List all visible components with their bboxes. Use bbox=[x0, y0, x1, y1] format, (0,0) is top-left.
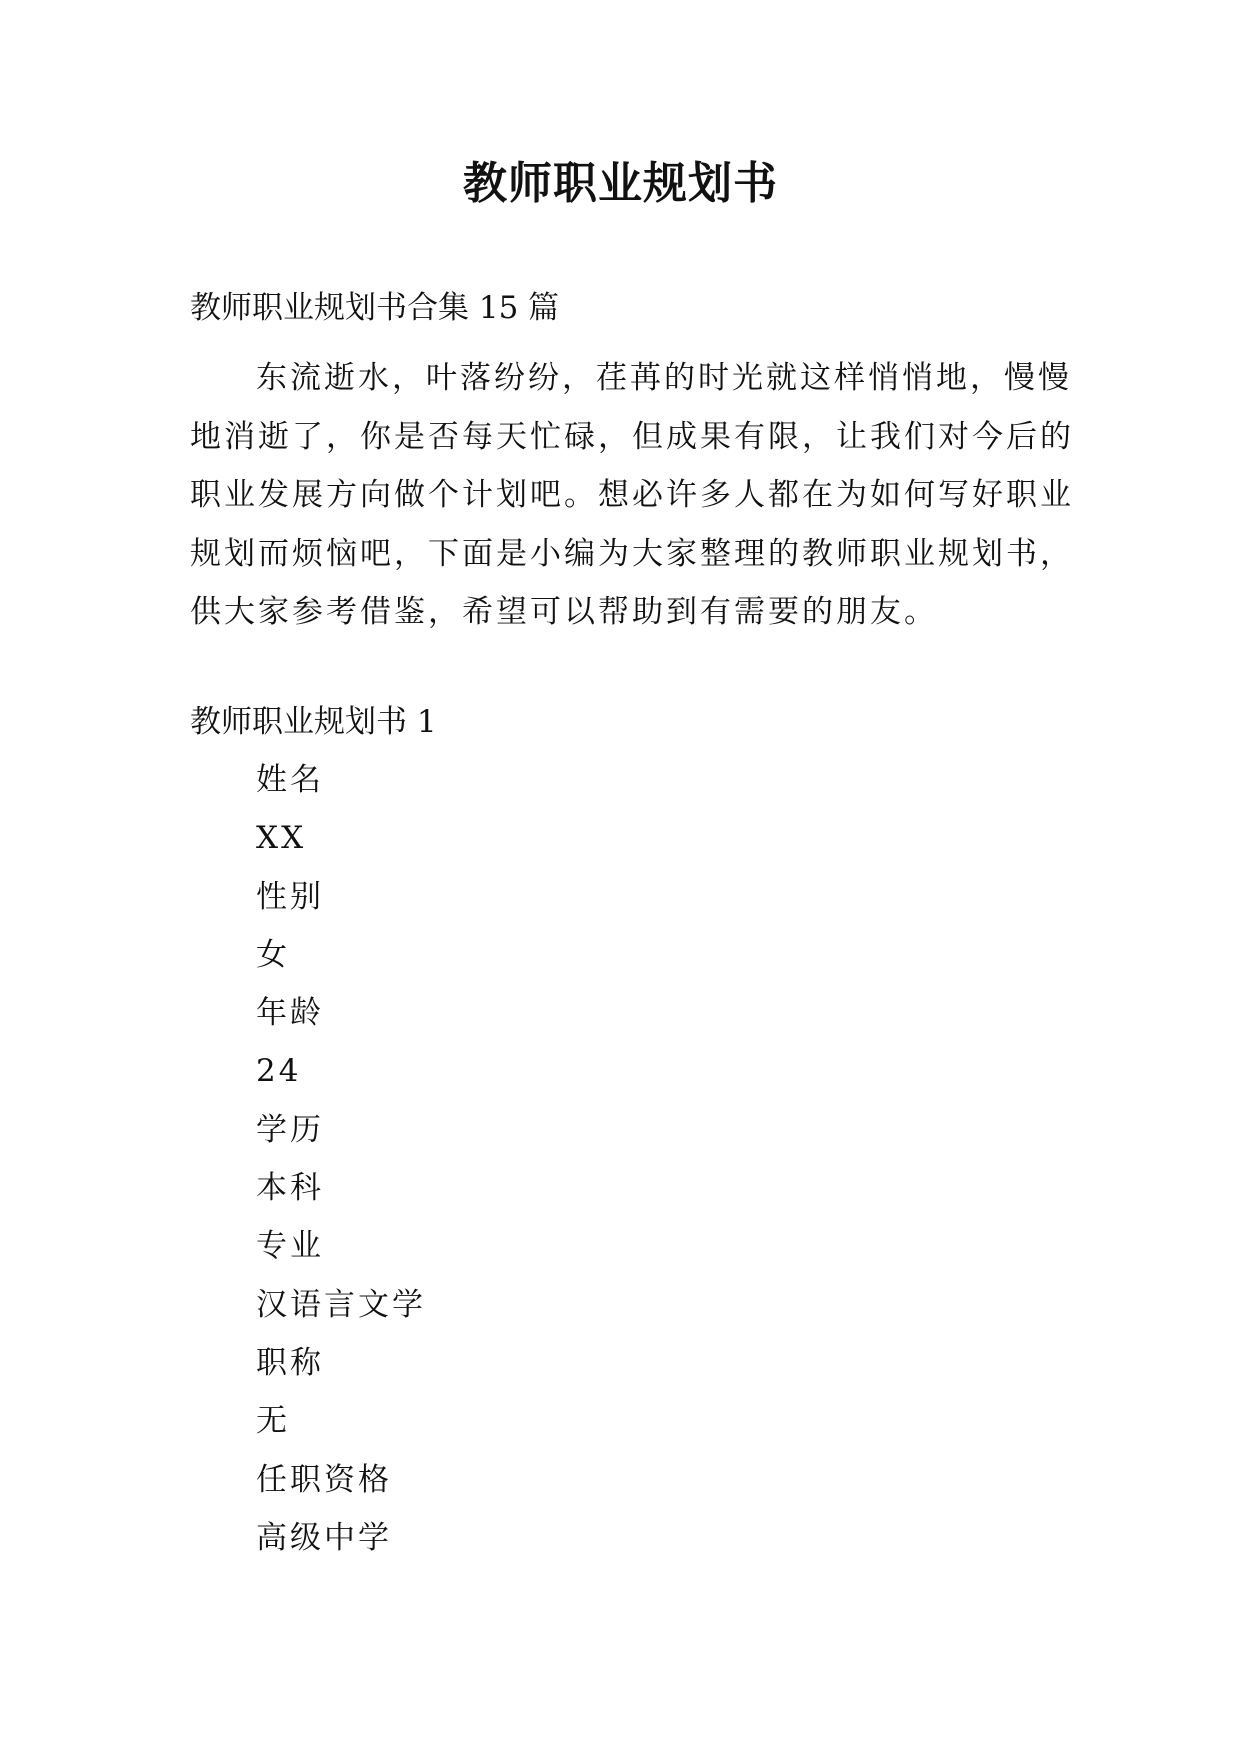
field-label-name: 姓名 bbox=[256, 762, 324, 798]
field-label-qualification: 任职资格 bbox=[256, 1461, 392, 1498]
field-value-major: 汉语言文学 bbox=[256, 1286, 426, 1323]
field-value-age: 24 bbox=[256, 1053, 302, 1090]
intro-line: 规划而烦恼吧，下面是小编为大家整理的教师职业规划书， bbox=[190, 535, 1074, 572]
intro-line: 职业发展方向做个计划吧。想必许多人都在为如何写好职业 bbox=[190, 477, 1074, 513]
field-label-age: 年龄 bbox=[256, 995, 324, 1032]
profile-field-list bbox=[256, 760, 426, 1576]
section-heading: 教师职业规划书 1 bbox=[190, 704, 437, 740]
field-label-title: 职称 bbox=[256, 1344, 324, 1381]
intro-line: 供大家参考借鉴，希望可以帮助到有需要的朋友。 bbox=[190, 594, 938, 630]
document-title: 教师职业规划书 bbox=[463, 158, 778, 209]
intro-line: 地消逝了，你是否每天忙碌，但成果有限，让我们对今后的 bbox=[190, 418, 1074, 455]
field-label-education: 学历 bbox=[256, 1111, 324, 1148]
field-label-gender: 性别 bbox=[256, 878, 324, 915]
field-value-title: 无 bbox=[256, 1403, 290, 1440]
document-subtitle: 教师职业规划书合集 15 篇 bbox=[190, 290, 560, 326]
field-label-major: 专业 bbox=[256, 1228, 324, 1265]
field-value-education: 本科 bbox=[256, 1170, 324, 1207]
intro-line: 东流逝水，叶落纷纷，荏苒的时光就这样悄悄地，慢慢 bbox=[256, 360, 1072, 396]
intro-paragraph bbox=[190, 349, 1080, 642]
field-value-qualification: 高级中学 bbox=[256, 1519, 392, 1556]
field-value-gender: 女 bbox=[256, 936, 290, 973]
field-value-name: XX bbox=[256, 820, 307, 857]
